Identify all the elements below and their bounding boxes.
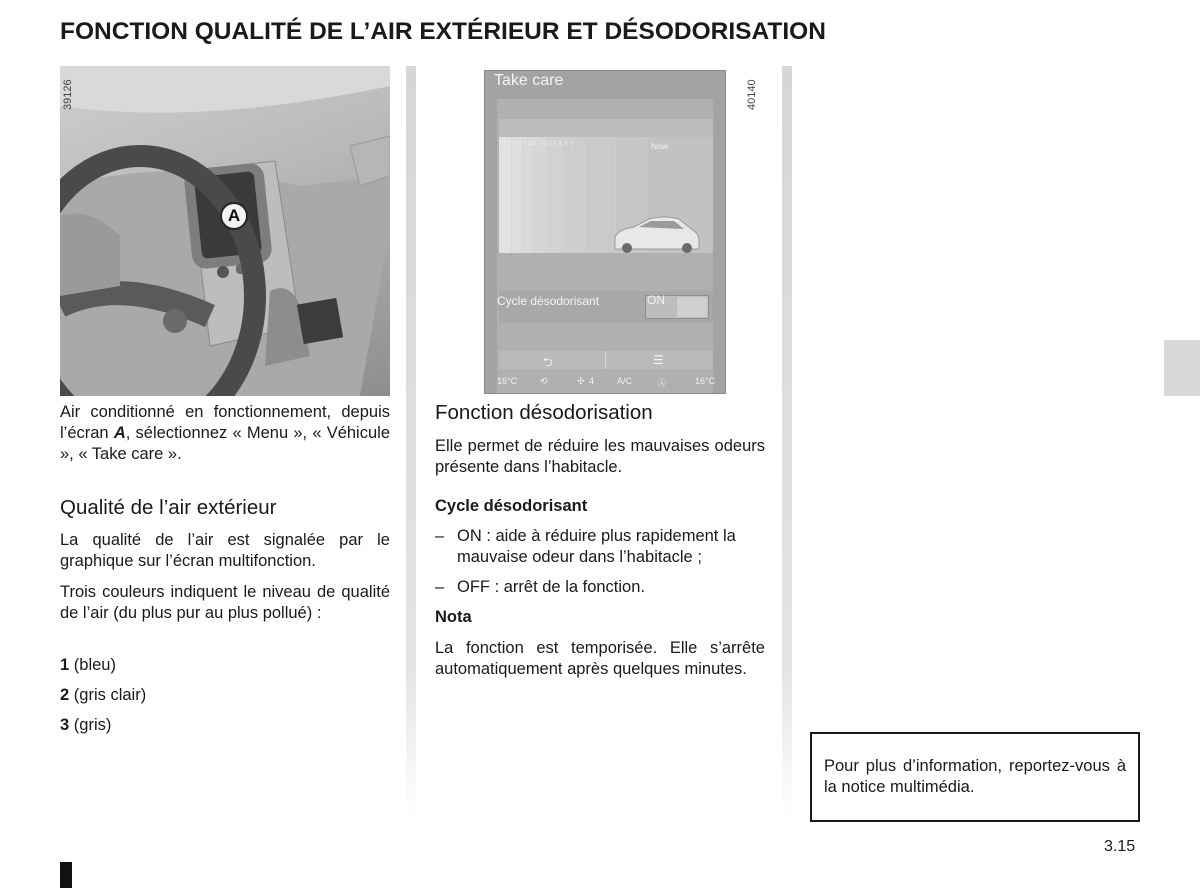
ac-button[interactable]: A/C (617, 376, 633, 386)
page-title: FONCTION QUALITÉ DE L’AIR EXTÉRIEUR ET DÉSODORISATION (60, 18, 826, 45)
navbar-divider (605, 351, 606, 369)
color-item-number: 2 (60, 686, 70, 704)
fan-icon[interactable]: ✣ (577, 376, 585, 386)
screen-title: Take care (494, 72, 564, 89)
list-dash: – (435, 527, 445, 545)
cycle-label: Cycle désodorisant (497, 294, 600, 308)
back-arrow-icon[interactable]: ⮌ (543, 355, 553, 369)
chart-now-label: Now (651, 141, 669, 151)
info-note-text: Pour plus d’information, reportez-vous à la notice multimédia. (824, 757, 1126, 796)
figure-ref-number: 40140 (746, 79, 758, 110)
list-icon[interactable]: ☰ (653, 353, 664, 367)
list-item-text: ON : aide à réduire plus rapidement la mauvaise odeur dans l’habitacle ; (457, 527, 736, 566)
intro-text-end: , sélectionnez « Menu », « Véhicule », « Take care ». (60, 424, 390, 463)
chart-columns (499, 137, 713, 253)
list-item-text: OFF : arrêt de la fonction. (457, 578, 645, 596)
paragraph: Trois couleurs indiquent le niveau de qualité de l’air (du plus pur au plus pollué) : (60, 583, 390, 622)
cycle-toggle-value: ON (647, 293, 665, 307)
color-item-text: (gris) (69, 716, 112, 734)
page-number: 3.15 (1104, 838, 1136, 855)
page-corner-marker (60, 862, 72, 888)
air-quality-chart (499, 137, 713, 253)
intro-paragraph (60, 402, 390, 465)
color-item (60, 685, 146, 706)
column-separator (782, 66, 792, 818)
recirculation-icon[interactable]: ⟲ (540, 376, 548, 386)
list-item (435, 526, 765, 568)
section-heading-air-quality: Qualité de l’air extérieur (60, 496, 277, 519)
info-note-box (810, 732, 1140, 822)
subheading-cycle: Cycle désodorisant (435, 497, 588, 515)
intro-text: Air conditionné en fonctionnement, depuis l’écran (60, 403, 390, 442)
column-separator (406, 66, 416, 818)
intro-emphasis: A (113, 424, 126, 442)
auto-icon[interactable]: Ⓐ (657, 378, 667, 388)
color-item-text: (bleu) (69, 656, 116, 674)
section-tab (1164, 340, 1200, 396)
color-item-number: 3 (60, 716, 70, 734)
paragraph: Elle permet de réduire les mauvaises odeurs présente dans l’habitacle. (435, 437, 765, 476)
color-item (60, 715, 111, 736)
fan-level: 4 (589, 376, 595, 386)
figure-ref-number: 39126 (62, 79, 74, 110)
dashboard-illustration (60, 66, 390, 396)
color-item (60, 655, 116, 676)
multimedia-screen (484, 70, 726, 394)
chart-tick-labels: 27 24 21 18 15 12 9 6 3 (499, 141, 575, 147)
list-item (435, 577, 765, 598)
color-item-number: 1 (60, 656, 70, 674)
subheading-nota: Nota (435, 608, 472, 626)
left-temperature[interactable]: 16°C (497, 376, 518, 386)
paragraph: La qualité de l’air est signalée par le graphique sur l’écran multifonction. (60, 531, 390, 570)
right-temperature[interactable]: 16°C (695, 376, 716, 386)
cycle-toggle-knob (677, 297, 707, 317)
color-item-text: (gris clair) (69, 686, 147, 704)
screen-navbar (499, 351, 713, 369)
section-heading-deodorization: Fonction désodorisation (435, 401, 653, 424)
list-dash: – (435, 578, 445, 596)
dashboard-photo (60, 66, 390, 396)
chart-header (499, 119, 713, 137)
callout-a: A (220, 202, 248, 230)
paragraph: La fonction est temporisée. Elle s’arrête automatiquement après quelques minutes. (435, 639, 765, 678)
